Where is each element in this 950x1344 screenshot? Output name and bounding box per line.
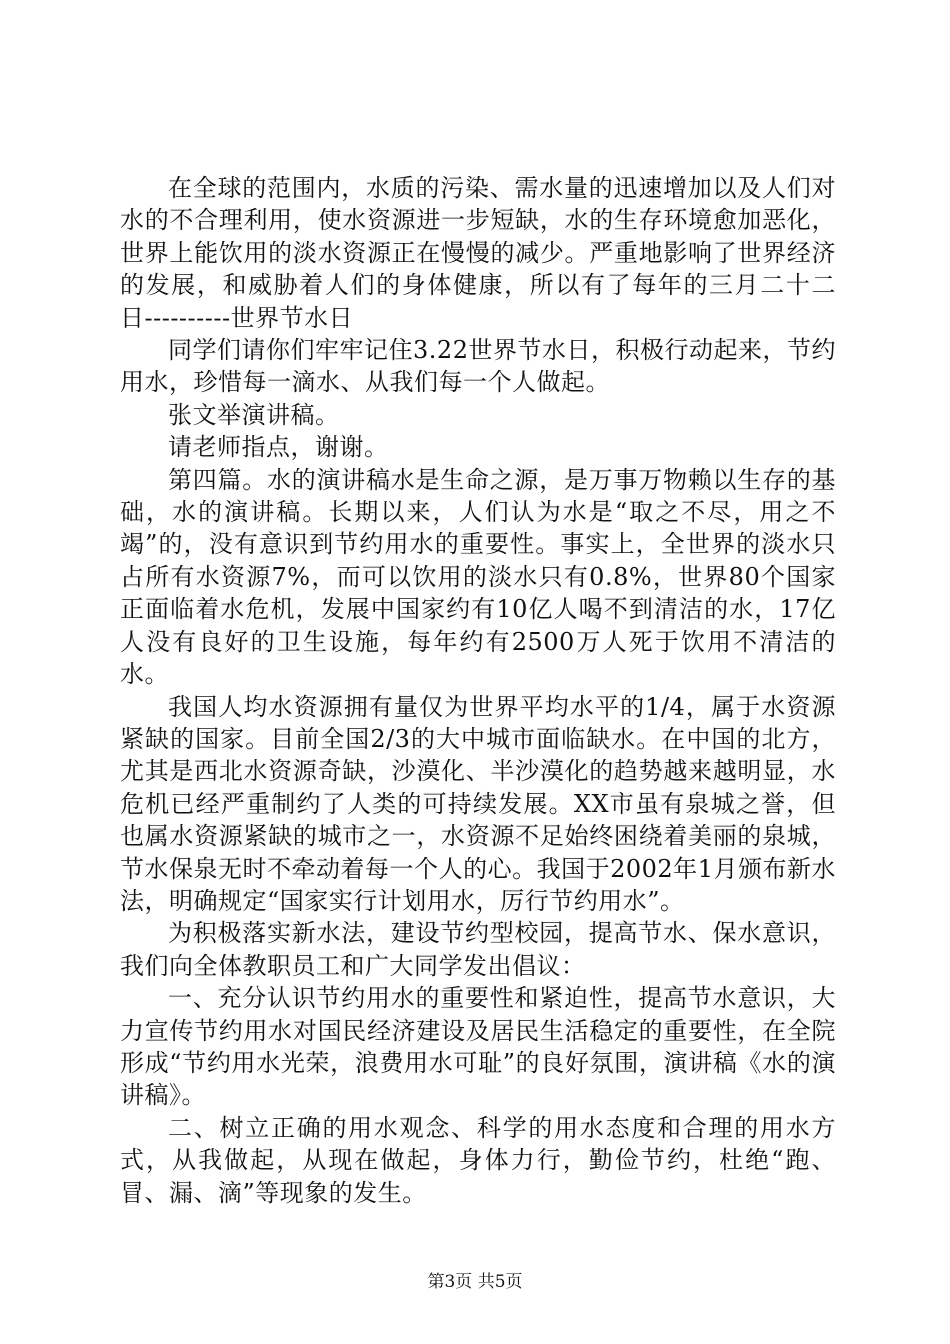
paragraph-proposal-one: 一、充分认识节约用水的重要性和紧迫性，提高节水意识，大力宣传节约用水对国民经济建设及居民生活稳定的重要性，在全院形成“节约用水光荣，浪费用水可耻”的良好氛围，演讲稿《水的演讲稿》。 <box>120 984 836 1110</box>
paragraph-author: 张文举演讲稿。 <box>168 400 340 429</box>
page-number-footer: 第3页 共5页 <box>427 1272 523 1292</box>
paragraph-proposal-intro: 为积极落实新水法，建设节约型校园，提高节水、保水意识，我们向全体教职员工和广大同学发出倡议： <box>120 919 836 980</box>
document-body <box>120 172 836 1209</box>
paragraph-proposal-two: 二、树立正确的用水观念、科学的用水态度和合理的用水方式，从我做起，从现在做起，身体力行，勤俭节约，杜绝“跑、冒、漏、滴”等现象的发生。 <box>120 1113 836 1207</box>
paragraph-china-water-resources: 我国人均水资源拥有量仅为世界平均水平的1/4，属于水资源紧缺的国家。目前全国2/3的大中城市面临缺水。在中国的北方，尤其是西北水资源奇缺，沙漠化、半沙漠化的趋势越来越明显，水危机已经严重制约了人类的可持续发展。XX市虽有泉城之誉，但也属水资源紧缺的城市之一，水资源不足始终困绕着美丽的泉城，节水保泉无时不牵动着每一个人的心。我国于2002年1月颁布新水法，明确规定“国家实行计划用水，厉行节约用水”。 <box>120 692 836 915</box>
paragraph-fourth-speech: 第四篇。水的演讲稿水是生命之源，是万事万物赖以生存的基础，水的演讲稿。长期以来，人们认为水是“取之不尽，用之不竭”的，没有意识到节约用水的重要性。事实上，全世界的淡水只占所有水资源7%，而可以饮用的淡水只有0.8%，世界80个国家正面临着水危机，发展中国家约有10亿人喝不到清洁的水，17亿人没有良好的卫生设施，每年约有2500万人死于饮用不清洁的水。 <box>120 465 836 689</box>
paragraph-thanks: 请老师指点，谢谢。 <box>168 433 389 462</box>
paragraph-world-water-day: 在全球的范围内，水质的污染、需水量的迅速增加以及人们对水的不合理利用，使水资源进一步短缺，水的生存环境愈加恶化，世界上能饮用的淡水资源正在慢慢的减少。严重地影响了世界经济的发展，和威胁着人们的身体健康，所以有了每年的三月二十二日----------世界节水日 <box>120 174 836 332</box>
paragraph-call-to-action: 同学们请你们牢牢记住3.22世界节水日，积极行动起来，节约用水，珍惜每一滴水、从我们每一个人做起。 <box>120 336 836 397</box>
